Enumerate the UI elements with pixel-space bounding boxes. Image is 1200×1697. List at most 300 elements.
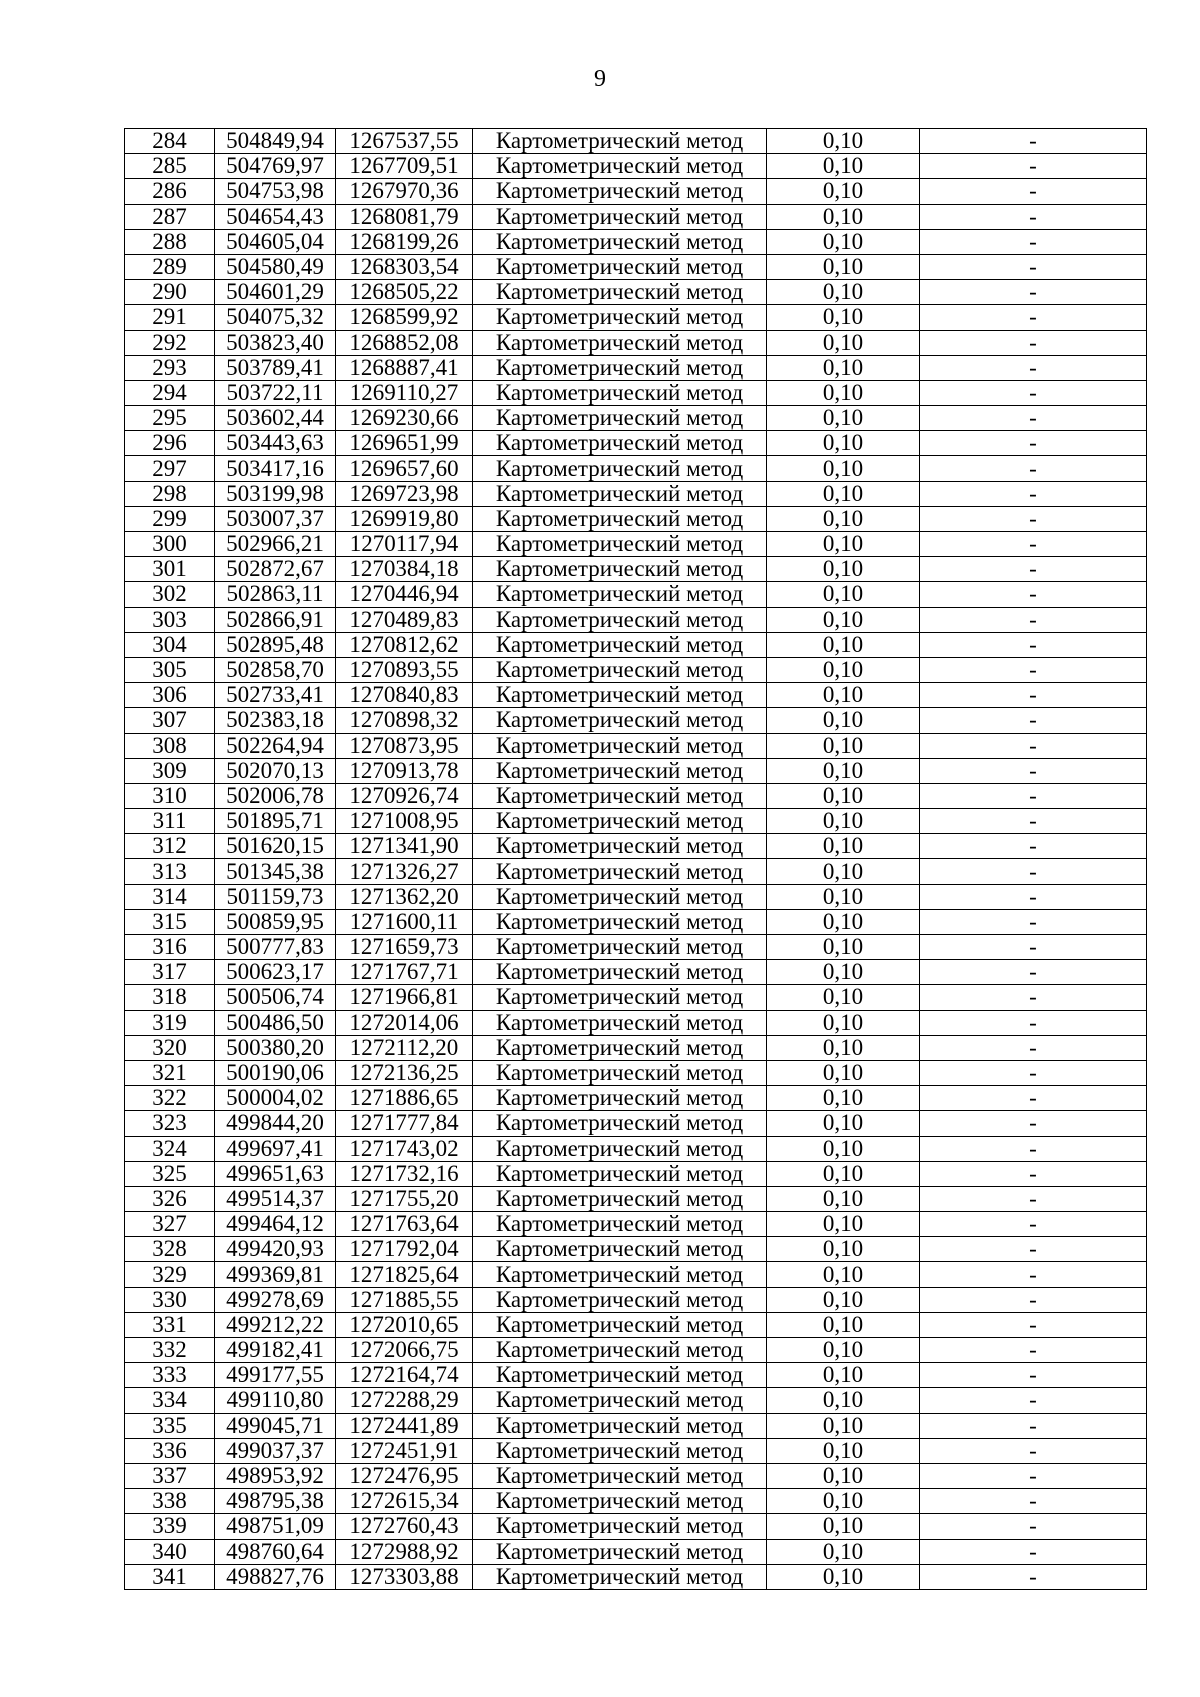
accuracy-cell: 0,10 [767, 985, 920, 1010]
method-cell: Картометрический метод [473, 1237, 767, 1262]
description-cell: - [920, 1363, 1147, 1388]
x-coordinate-cell: 499212,22 [215, 1312, 336, 1337]
accuracy-cell: 0,10 [767, 1489, 920, 1514]
point-number-cell: 340 [125, 1539, 215, 1564]
method-cell: Картометрический метод [473, 532, 767, 557]
table-row [125, 179, 1147, 204]
accuracy-cell: 0,10 [767, 431, 920, 456]
table-row [125, 1363, 1147, 1388]
point-number-cell: 326 [125, 1186, 215, 1211]
description-cell: - [920, 557, 1147, 582]
description-cell: - [920, 1136, 1147, 1161]
y-coordinate-cell: 1269919,80 [336, 506, 473, 531]
point-number-cell: 341 [125, 1564, 215, 1589]
x-coordinate-cell: 502863,11 [215, 582, 336, 607]
x-coordinate-cell: 504849,94 [215, 129, 336, 154]
table-row [125, 506, 1147, 531]
point-number-cell: 306 [125, 683, 215, 708]
y-coordinate-cell: 1272441,89 [336, 1413, 473, 1438]
y-coordinate-cell: 1270893,55 [336, 657, 473, 682]
y-coordinate-cell: 1270489,83 [336, 607, 473, 632]
x-coordinate-cell: 504769,97 [215, 154, 336, 179]
method-cell: Картометрический метод [473, 607, 767, 632]
description-cell: - [920, 632, 1147, 657]
y-coordinate-cell: 1270840,83 [336, 683, 473, 708]
method-cell: Картометрический метод [473, 406, 767, 431]
description-cell: - [920, 1086, 1147, 1111]
point-number-cell: 285 [125, 154, 215, 179]
x-coordinate-cell: 498827,76 [215, 1564, 336, 1589]
point-number-cell: 333 [125, 1363, 215, 1388]
accuracy-cell: 0,10 [767, 1388, 920, 1413]
y-coordinate-cell: 1271732,16 [336, 1161, 473, 1186]
x-coordinate-cell: 500859,95 [215, 909, 336, 934]
x-coordinate-cell: 502895,48 [215, 632, 336, 657]
x-coordinate-cell: 500004,02 [215, 1086, 336, 1111]
accuracy-cell: 0,10 [767, 1060, 920, 1085]
point-number-cell: 303 [125, 607, 215, 632]
method-cell: Картометрический метод [473, 1514, 767, 1539]
table-row [125, 1060, 1147, 1085]
x-coordinate-cell: 499697,41 [215, 1136, 336, 1161]
x-coordinate-cell: 502070,13 [215, 758, 336, 783]
point-number-cell: 322 [125, 1086, 215, 1111]
table-row [125, 557, 1147, 582]
accuracy-cell: 0,10 [767, 129, 920, 154]
x-coordinate-cell: 499110,80 [215, 1388, 336, 1413]
description-cell: - [920, 330, 1147, 355]
y-coordinate-cell: 1269230,66 [336, 406, 473, 431]
accuracy-cell: 0,10 [767, 607, 920, 632]
y-coordinate-cell: 1271792,04 [336, 1237, 473, 1262]
x-coordinate-cell: 503823,40 [215, 330, 336, 355]
table-row [125, 456, 1147, 481]
y-coordinate-cell: 1271326,27 [336, 859, 473, 884]
method-cell: Картометрический метод [473, 456, 767, 481]
method-cell: Картометрический метод [473, 758, 767, 783]
y-coordinate-cell: 1272066,75 [336, 1338, 473, 1363]
accuracy-cell: 0,10 [767, 532, 920, 557]
method-cell: Картометрический метод [473, 179, 767, 204]
accuracy-cell: 0,10 [767, 859, 920, 884]
x-coordinate-cell: 498760,64 [215, 1539, 336, 1564]
table-row [125, 960, 1147, 985]
method-cell: Картометрический метод [473, 1363, 767, 1388]
point-number-cell: 320 [125, 1035, 215, 1060]
method-cell: Картометрический метод [473, 1438, 767, 1463]
y-coordinate-cell: 1270117,94 [336, 532, 473, 557]
table-row [125, 254, 1147, 279]
method-cell: Картометрический метод [473, 1136, 767, 1161]
x-coordinate-cell: 503722,11 [215, 380, 336, 405]
method-cell: Картометрический метод [473, 708, 767, 733]
table-row [125, 1413, 1147, 1438]
x-coordinate-cell: 502872,67 [215, 557, 336, 582]
x-coordinate-cell: 502264,94 [215, 733, 336, 758]
x-coordinate-cell: 502006,78 [215, 783, 336, 808]
point-number-cell: 297 [125, 456, 215, 481]
x-coordinate-cell: 500380,20 [215, 1035, 336, 1060]
description-cell: - [920, 1111, 1147, 1136]
x-coordinate-cell: 502966,21 [215, 532, 336, 557]
description-cell: - [920, 506, 1147, 531]
description-cell: - [920, 733, 1147, 758]
accuracy-cell: 0,10 [767, 1287, 920, 1312]
description-cell: - [920, 909, 1147, 934]
description-cell: - [920, 1514, 1147, 1539]
method-cell: Картометрический метод [473, 557, 767, 582]
accuracy-cell: 0,10 [767, 758, 920, 783]
description-cell: - [920, 456, 1147, 481]
method-cell: Картометрический метод [473, 1287, 767, 1312]
table-row [125, 884, 1147, 909]
accuracy-cell: 0,10 [767, 506, 920, 531]
accuracy-cell: 0,10 [767, 254, 920, 279]
description-cell: - [920, 935, 1147, 960]
y-coordinate-cell: 1271966,81 [336, 985, 473, 1010]
table-row [125, 683, 1147, 708]
table-row [125, 985, 1147, 1010]
method-cell: Картометрический метод [473, 1161, 767, 1186]
y-coordinate-cell: 1270873,95 [336, 733, 473, 758]
description-cell: - [920, 229, 1147, 254]
table-row [125, 657, 1147, 682]
x-coordinate-cell: 499651,63 [215, 1161, 336, 1186]
method-cell: Картометрический метод [473, 254, 767, 279]
accuracy-cell: 0,10 [767, 909, 920, 934]
method-cell: Картометрический метод [473, 431, 767, 456]
point-number-cell: 284 [125, 129, 215, 154]
description-cell: - [920, 204, 1147, 229]
table-row [125, 380, 1147, 405]
point-number-cell: 316 [125, 935, 215, 960]
method-cell: Картометрический метод [473, 859, 767, 884]
method-cell: Картометрический метод [473, 280, 767, 305]
accuracy-cell: 0,10 [767, 557, 920, 582]
accuracy-cell: 0,10 [767, 1463, 920, 1488]
accuracy-cell: 0,10 [767, 1035, 920, 1060]
method-cell: Картометрический метод [473, 733, 767, 758]
coordinates-table-body [125, 129, 1147, 1590]
point-number-cell: 312 [125, 834, 215, 859]
point-number-cell: 287 [125, 204, 215, 229]
accuracy-cell: 0,10 [767, 229, 920, 254]
point-number-cell: 319 [125, 1010, 215, 1035]
table-row [125, 1338, 1147, 1363]
x-coordinate-cell: 500777,83 [215, 935, 336, 960]
x-coordinate-cell: 499464,12 [215, 1212, 336, 1237]
x-coordinate-cell: 499369,81 [215, 1262, 336, 1287]
accuracy-cell: 0,10 [767, 1438, 920, 1463]
y-coordinate-cell: 1269110,27 [336, 380, 473, 405]
point-number-cell: 313 [125, 859, 215, 884]
y-coordinate-cell: 1268081,79 [336, 204, 473, 229]
x-coordinate-cell: 499514,37 [215, 1186, 336, 1211]
accuracy-cell: 0,10 [767, 1186, 920, 1211]
point-number-cell: 329 [125, 1262, 215, 1287]
x-coordinate-cell: 503199,98 [215, 481, 336, 506]
description-cell: - [920, 1312, 1147, 1337]
point-number-cell: 298 [125, 481, 215, 506]
description-cell: - [920, 607, 1147, 632]
y-coordinate-cell: 1272136,25 [336, 1060, 473, 1085]
description-cell: - [920, 657, 1147, 682]
description-cell: - [920, 280, 1147, 305]
accuracy-cell: 0,10 [767, 179, 920, 204]
method-cell: Картометрический метод [473, 1564, 767, 1589]
description-cell: - [920, 683, 1147, 708]
point-number-cell: 315 [125, 909, 215, 934]
method-cell: Картометрический метод [473, 1212, 767, 1237]
point-number-cell: 300 [125, 532, 215, 557]
y-coordinate-cell: 1269723,98 [336, 481, 473, 506]
point-number-cell: 327 [125, 1212, 215, 1237]
y-coordinate-cell: 1271886,65 [336, 1086, 473, 1111]
accuracy-cell: 0,10 [767, 632, 920, 657]
x-coordinate-cell: 498751,09 [215, 1514, 336, 1539]
point-number-cell: 314 [125, 884, 215, 909]
x-coordinate-cell: 498795,38 [215, 1489, 336, 1514]
table-row [125, 909, 1147, 934]
point-number-cell: 304 [125, 632, 215, 657]
description-cell: - [920, 884, 1147, 909]
description-cell: - [920, 355, 1147, 380]
x-coordinate-cell: 500623,17 [215, 960, 336, 985]
method-cell: Картометрический метод [473, 1413, 767, 1438]
y-coordinate-cell: 1272988,92 [336, 1539, 473, 1564]
point-number-cell: 310 [125, 783, 215, 808]
y-coordinate-cell: 1270384,18 [336, 557, 473, 582]
table-row [125, 1312, 1147, 1337]
y-coordinate-cell: 1268887,41 [336, 355, 473, 380]
description-cell: - [920, 254, 1147, 279]
description-cell: - [920, 960, 1147, 985]
accuracy-cell: 0,10 [767, 1539, 920, 1564]
page-number: 9 [594, 66, 606, 92]
method-cell: Картометрический метод [473, 582, 767, 607]
point-number-cell: 331 [125, 1312, 215, 1337]
accuracy-cell: 0,10 [767, 330, 920, 355]
table-row [125, 204, 1147, 229]
description-cell: - [920, 406, 1147, 431]
table-row [125, 129, 1147, 154]
table-row [125, 1514, 1147, 1539]
method-cell: Картометрический метод [473, 1338, 767, 1363]
point-number-cell: 336 [125, 1438, 215, 1463]
method-cell: Картометрический метод [473, 1463, 767, 1488]
y-coordinate-cell: 1267970,36 [336, 179, 473, 204]
point-number-cell: 290 [125, 280, 215, 305]
description-cell: - [920, 1035, 1147, 1060]
x-coordinate-cell: 499177,55 [215, 1363, 336, 1388]
table-row [125, 355, 1147, 380]
point-number-cell: 325 [125, 1161, 215, 1186]
description-cell: - [920, 582, 1147, 607]
method-cell: Картометрический метод [473, 1388, 767, 1413]
table-row [125, 783, 1147, 808]
accuracy-cell: 0,10 [767, 1237, 920, 1262]
table-row [125, 758, 1147, 783]
y-coordinate-cell: 1271763,64 [336, 1212, 473, 1237]
y-coordinate-cell: 1268303,54 [336, 254, 473, 279]
description-cell: - [920, 129, 1147, 154]
method-cell: Картометрический метод [473, 1060, 767, 1085]
y-coordinate-cell: 1272010,65 [336, 1312, 473, 1337]
point-number-cell: 291 [125, 305, 215, 330]
method-cell: Картометрический метод [473, 683, 767, 708]
method-cell: Картометрический метод [473, 1312, 767, 1337]
table-row [125, 280, 1147, 305]
description-cell: - [920, 1010, 1147, 1035]
description-cell: - [920, 1237, 1147, 1262]
description-cell: - [920, 1463, 1147, 1488]
x-coordinate-cell: 503007,37 [215, 506, 336, 531]
table-row [125, 406, 1147, 431]
x-coordinate-cell: 502858,70 [215, 657, 336, 682]
method-cell: Картометрический метод [473, 960, 767, 985]
accuracy-cell: 0,10 [767, 708, 920, 733]
description-cell: - [920, 758, 1147, 783]
accuracy-cell: 0,10 [767, 280, 920, 305]
x-coordinate-cell: 502383,18 [215, 708, 336, 733]
method-cell: Картометрический метод [473, 1539, 767, 1564]
point-number-cell: 328 [125, 1237, 215, 1262]
table-row [125, 935, 1147, 960]
method-cell: Картометрический метод [473, 506, 767, 531]
description-cell: - [920, 1212, 1147, 1237]
table-row [125, 1111, 1147, 1136]
description-cell: - [920, 481, 1147, 506]
description-cell: - [920, 179, 1147, 204]
description-cell: - [920, 1161, 1147, 1186]
method-cell: Картометрический метод [473, 330, 767, 355]
method-cell: Картометрический метод [473, 355, 767, 380]
point-number-cell: 332 [125, 1338, 215, 1363]
point-number-cell: 330 [125, 1287, 215, 1312]
x-coordinate-cell: 504075,32 [215, 305, 336, 330]
x-coordinate-cell: 500190,06 [215, 1060, 336, 1085]
description-cell: - [920, 154, 1147, 179]
description-cell: - [920, 1438, 1147, 1463]
point-number-cell: 302 [125, 582, 215, 607]
table-row [125, 582, 1147, 607]
accuracy-cell: 0,10 [767, 683, 920, 708]
accuracy-cell: 0,10 [767, 582, 920, 607]
method-cell: Картометрический метод [473, 129, 767, 154]
table-row [125, 1086, 1147, 1111]
table-row [125, 1438, 1147, 1463]
point-number-cell: 311 [125, 809, 215, 834]
table-row [125, 1161, 1147, 1186]
description-cell: - [920, 1262, 1147, 1287]
x-coordinate-cell: 499278,69 [215, 1287, 336, 1312]
description-cell: - [920, 1388, 1147, 1413]
description-cell: - [920, 1539, 1147, 1564]
x-coordinate-cell: 503443,63 [215, 431, 336, 456]
table-row [125, 1489, 1147, 1514]
table-row [125, 607, 1147, 632]
table-row [125, 859, 1147, 884]
accuracy-cell: 0,10 [767, 783, 920, 808]
description-cell: - [920, 380, 1147, 405]
x-coordinate-cell: 500486,50 [215, 1010, 336, 1035]
accuracy-cell: 0,10 [767, 204, 920, 229]
y-coordinate-cell: 1271755,20 [336, 1186, 473, 1211]
y-coordinate-cell: 1272451,91 [336, 1438, 473, 1463]
coordinates-table [124, 128, 1147, 1590]
point-number-cell: 321 [125, 1060, 215, 1085]
method-cell: Картометрический метод [473, 834, 767, 859]
y-coordinate-cell: 1272164,74 [336, 1363, 473, 1388]
y-coordinate-cell: 1272760,43 [336, 1514, 473, 1539]
method-cell: Картометрический метод [473, 229, 767, 254]
point-number-cell: 292 [125, 330, 215, 355]
method-cell: Картометрический метод [473, 154, 767, 179]
table-row [125, 1136, 1147, 1161]
x-coordinate-cell: 503602,44 [215, 406, 336, 431]
accuracy-cell: 0,10 [767, 884, 920, 909]
table-row [125, 1237, 1147, 1262]
method-cell: Картометрический метод [473, 1111, 767, 1136]
point-number-cell: 294 [125, 380, 215, 405]
point-number-cell: 339 [125, 1514, 215, 1539]
point-number-cell: 309 [125, 758, 215, 783]
accuracy-cell: 0,10 [767, 809, 920, 834]
point-number-cell: 317 [125, 960, 215, 985]
table-row [125, 229, 1147, 254]
method-cell: Картометрический метод [473, 481, 767, 506]
description-cell: - [920, 431, 1147, 456]
table-row [125, 809, 1147, 834]
table-row [125, 708, 1147, 733]
table-row [125, 1186, 1147, 1211]
description-cell: - [920, 1338, 1147, 1363]
description-cell: - [920, 1564, 1147, 1589]
x-coordinate-cell: 499182,41 [215, 1338, 336, 1363]
table-row [125, 154, 1147, 179]
y-coordinate-cell: 1272615,34 [336, 1489, 473, 1514]
table-row [125, 1212, 1147, 1237]
y-coordinate-cell: 1271777,84 [336, 1111, 473, 1136]
point-number-cell: 307 [125, 708, 215, 733]
accuracy-cell: 0,10 [767, 1312, 920, 1337]
y-coordinate-cell: 1271885,55 [336, 1287, 473, 1312]
point-number-cell: 288 [125, 229, 215, 254]
x-coordinate-cell: 504605,04 [215, 229, 336, 254]
method-cell: Картометрический метод [473, 1262, 767, 1287]
x-coordinate-cell: 503789,41 [215, 355, 336, 380]
y-coordinate-cell: 1268599,92 [336, 305, 473, 330]
point-number-cell: 323 [125, 1111, 215, 1136]
x-coordinate-cell: 499045,71 [215, 1413, 336, 1438]
accuracy-cell: 0,10 [767, 960, 920, 985]
point-number-cell: 318 [125, 985, 215, 1010]
x-coordinate-cell: 503417,16 [215, 456, 336, 481]
y-coordinate-cell: 1270926,74 [336, 783, 473, 808]
description-cell: - [920, 783, 1147, 808]
x-coordinate-cell: 499037,37 [215, 1438, 336, 1463]
point-number-cell: 338 [125, 1489, 215, 1514]
y-coordinate-cell: 1268505,22 [336, 280, 473, 305]
accuracy-cell: 0,10 [767, 1136, 920, 1161]
y-coordinate-cell: 1272288,29 [336, 1388, 473, 1413]
accuracy-cell: 0,10 [767, 733, 920, 758]
y-coordinate-cell: 1271341,90 [336, 834, 473, 859]
table-row [125, 1539, 1147, 1564]
x-coordinate-cell: 502866,91 [215, 607, 336, 632]
y-coordinate-cell: 1272112,20 [336, 1035, 473, 1060]
y-coordinate-cell: 1271008,95 [336, 809, 473, 834]
